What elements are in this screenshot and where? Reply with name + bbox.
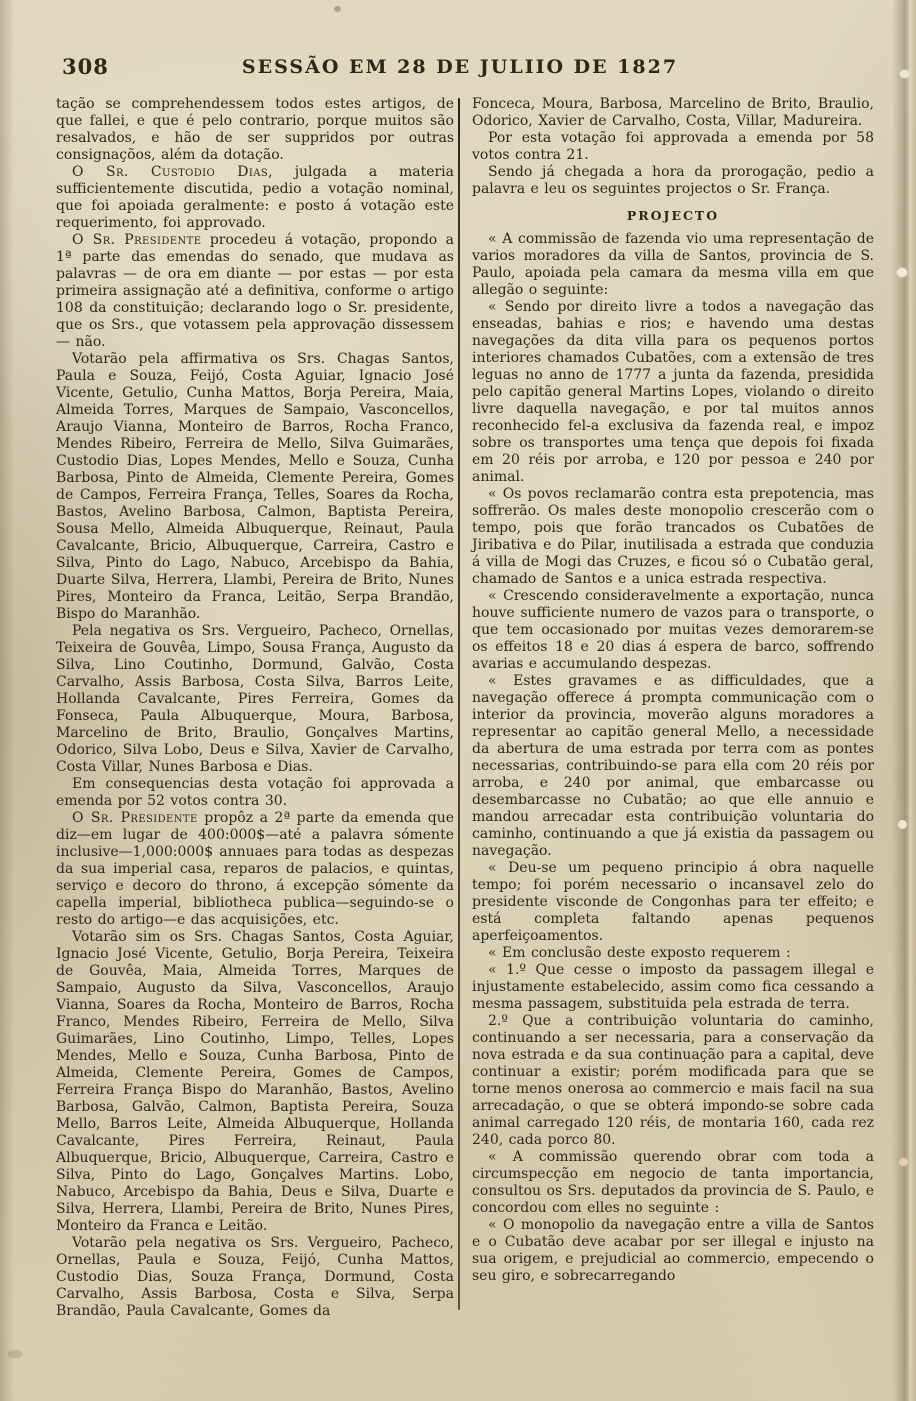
section-heading [472, 207, 874, 224]
paragraph [472, 130, 874, 164]
paragraph-text: « 1.º Que cesse o imposto da passagem illegal e injustamente estabelecido, assim como fica cessando a mesma passagem, substituida pela estrada de terra. [472, 962, 874, 1012]
right-column [472, 96, 874, 1285]
paragraph-text: « Deu-se um pequeno principio á obra naquelle tempo; foi porém necessario o incansavel zelo do presidente visconde de Congonhas para ter effeito; e está completa faltando apenas pequenos aperfeiçoamentos. [472, 860, 874, 944]
paragraph-text: PROJECTO [626, 208, 720, 223]
page-header [0, 52, 916, 86]
paragraph-text: Votarão sim os Srs. Chagas Santos, Costa Aguiar, Ignacio José Vicente, Getulio, Borja Pereira, Teixeira de Gouvêa, Maia, Almeida Torres, Marques de Sampaio, Augusto da Silva, Vasconcellos, Araujo Vianna, Soares da Rocha, Monteiro de Barros, Rocha Franco, Mendes Ribeiro, Ferreira de Mello, Silva Guimarães, Lino Coutinho, Limpo, Telles, Lopes Mendes, Mello e Souza, Cunha Barbosa, Pinto de Almeida, Clemente Pereira, Gomes de Campos, Ferreira França Bispo do Maranhão, Bastos, Avelino Barbosa, Galvão, Calmon, Baptista Pereira, Souza Mello, Barros Leite, Almeida Albuquerque, Hollanda Cavalcante, Pires Ferreira, Reinaut, Paula Albuquerque, Bricio, Albuquerque, Carreira, Castro e Silva, Pinto do Lago, Gonçalves Martins. Lobo, Nabuco, Arcebispo da Bahia, Deus e Silva, Duarte e Silva, Herrera, Llambi, Pereira de Brito, Nunes Pires, Monteiro da Franca e Leitão. [56, 929, 454, 1234]
left-column [56, 96, 454, 1320]
paragraph [56, 164, 454, 232]
paragraph-text: Em consequencias desta votação foi approvada a emenda por 52 votos contra 30. [56, 776, 454, 809]
paragraph-text: « O monopolio da navegação entre a villa de Santos e o Cubatão deve acabar por ser illegal e injusto na sua origem, e prejudicial ao commercio, empecendo o seu giro, e sobrecarregando [472, 1217, 874, 1284]
paragraph [472, 1217, 874, 1285]
paragraph [56, 351, 454, 623]
paper-speck [898, 820, 907, 829]
paragraph-text: julgada a materia sufficientemente discutida, pedio a votação nominal, que foi apoiada geralmente: e posto á votação este requerimento, foi approvado. [56, 164, 455, 231]
paragraph-text: « A commissão querendo obrar com toda a circumspecção em negocio de tanta importancia, consultou os Srs. deputados da provincia de S. Paulo, e concordou com elles no seguinte : [472, 1149, 874, 1216]
paragraph [472, 945, 874, 962]
paragraph [472, 962, 874, 1013]
paper-speck [899, 1158, 908, 1166]
paper-speck [897, 268, 907, 277]
paragraph [56, 623, 454, 776]
paragraph-text: propôz a 2ª parte da emenda que diz—em lugar de 400:000$—até a palavra sómente inclusive—1,000:000$ annuaes para todas as despezas da sua imperial casa, reparos de palacios, e quintas, serviço e decoro do throno, á excepção sómente da capella imperial, bibliotheca publica—seguindo-se o resto do artigo—e das acquisições, etc. [56, 810, 455, 928]
paragraph [472, 673, 874, 860]
paper-speck [334, 6, 341, 12]
speaker-name: O Sr. Custodio Dias, [72, 164, 273, 180]
paper-speck [900, 70, 909, 78]
paragraph-text: Sendo já chegada a hora da prorogação, pedio a palavra e leu os seguintes projectos o Sr. França. [472, 164, 874, 197]
paragraph [56, 232, 454, 351]
page-right-edge-shadow [892, 0, 910, 1401]
paragraph-text: Pela negativa os Srs. Vergueiro, Pacheco, Ornellas, Teixeira de Gouvêa, Limpo, Sousa França, Augusto da Silva, Lino Coutinho, Dormund, Galvão, Costa Carvalho, Assis Barbosa, Costa Silva, Barros Leite, Hollanda Cavalcante, Pires Ferreira, Gomes da Fonseca, Paula Albuquerque, Moura, Barbosa, Marcelino de Brito, Braulio, Gonçalves Martins, Odorico, Silva Lobo, Deus e Silva, Xavier de Carvalho, Costa Villar, Nunes Barbosa e Dias. [56, 623, 454, 775]
page-number: 308 [62, 54, 109, 79]
paragraph-text: procedeu á votação, propondo a 1ª parte das emendas do senado, que mudava as palavras — de ora em diante — por estas — por esta primeira assignação até a definitiva, conforme o artigo 108 da constituição; declarando logo o Sr. presidente, que os Srs., que votassem pela approvação dissessem — não. [56, 232, 454, 350]
speaker-name: O Sr. Presidente [72, 232, 202, 248]
speaker-name: O Sr. Presidente [72, 810, 198, 826]
paragraph [472, 860, 874, 945]
page-right-edge [909, 0, 916, 1401]
paragraph [472, 588, 874, 673]
paragraph [472, 1149, 874, 1217]
paragraph-text: Por esta votação foi approvada a emenda por 58 votos contra 21. [472, 130, 874, 163]
paragraph [56, 1235, 454, 1320]
paragraph [472, 164, 874, 198]
paragraph [472, 299, 874, 486]
column-divider-rule [458, 98, 460, 1310]
paragraph-text: « A commissão de fazenda vio uma representação de varios moradores da villa de Santos, provincia de S. Paulo, apoiada pela camara da mesma villa em que allegão o seguinte: [472, 231, 874, 298]
paragraph-text: 2.º Que a contribuição voluntaria do caminho, continuando a ser necessaria, para a conservação da nova estrada e da sua continuação para a capital, deve continuar a existir; porém modificada para que se torne menos onerosa ao commercio e mais facil na sua arrecadação, o que se obterá impondo-se sobre cada animal carregado 120 réis, de montaria 160, cada rez 240, cada porco 80. [472, 1013, 874, 1148]
paragraph-text: Fonceca, Moura, Barbosa, Marcelino de Brito, Braulio, Odorico, Xavier de Carvalho, Costa, Villar, Madureira. [472, 96, 874, 129]
paragraph-text: « Estes gravames e as difficuldades, que a navegação offerece á prompta communicação com o interior da provincia, moverão alguns moradores a representar ao capitão general Mello, a necessidade da abertura de uma estrada por terra com as pontes necessarias, contribuindo-se para ella com 20 réis por arroba, e 240 por animal, que embarcasse ou desembarcasse no Cubatão; ao que elle annuio e mandou arrecadar esta contribuição voluntaria do caminho, continuando a que já existia da passagem ou navegação. [472, 673, 874, 859]
paragraph-text: « Os povos reclamarão contra esta prepotencia, mas soffrerão. Os males deste monopolio crescerão com o tempo, pois que forão trancados os Cubatões de Jiribativa e do Pilar, inutilisada a estrada que conduzia á villa de Mogi das Cruzes, e ficou só o Cubatão geral, chamado de Santos e a unica estrada respectiva. [472, 486, 874, 587]
paper-smudge [8, 1350, 22, 1358]
paragraph [56, 96, 454, 164]
paragraph-text: « Crescendo consideravelmente a exportação, nunca houve sufficiente numero de vazos para o transporte, o que tem occasionado por muitas vezes demorarem-se os effeitos 18 e 20 dias á espera de barco, soffrendo avarias e accumulando despezas. [472, 588, 874, 672]
paragraph-text: « Em conclusão deste exposto requerem : [488, 945, 791, 961]
session-title: SESSÃO EM 28 DE JULIIO DE 1827 [241, 56, 679, 78]
paragraph [56, 776, 454, 810]
paragraph [472, 1013, 874, 1149]
paragraph [472, 96, 874, 130]
paragraph [56, 929, 454, 1235]
paragraph-text: tação se comprehendessem todos estes artigos, de que fallei, e que é pelo contrario, porque muitos são resalvados, e hão de ser suppridos por outras consignaçõos, além da dotação. [56, 96, 454, 163]
paragraph [472, 486, 874, 588]
paragraph [56, 810, 454, 929]
paragraph-text: Votarão pela affirmativa os Srs. Chagas Santos, Paula e Souza, Feijó, Costa Aguiar, Ignacio José Vicente, Getulio, Cunha Mattos, Borja Pereira, Maia, Almeida Torres, Marques de Sampaio, Vasconcellos, Araujo Vianna, Monteiro de Barros, Rocha Franco, Mendes Ribeiro, Ferreira de Mello, Silva Guimarães, Custodio Dias, Lopes Mendes, Mello e Souza, Cunha Barbosa, Pinto de Almeida, Clemente Pereira, Gomes de Campos, Ferreira França, Telles, Soares da Rocha, Bastos, Avelino Barbosa, Calmon, Baptista Pereira, Sousa Mello, Almeida Albuquerque, Reinaut, Paula Cavalcante, Bricio, Albuquerque, Carreira, Castro e Silva, Pinto do Lago, Nabuco, Arcebispo da Bahia, Duarte Silva, Herrera, Llambi, Pereira de Brito, Nunes Pires, Monteiro da Franca, Leitão, Serpa Brandão, Bispo do Maranhão. [56, 351, 454, 622]
paragraph-text: Votarão pela negativa os Srs. Vergueiro, Pacheco, Ornellas, Paula e Souza, Feijó, Cunha Mattos, Custodio Dias, Souza França, Dormund, Costa Carvalho, Assis Barbosa, Costa e Silva, Serpa Brandão, Paula Cavalcante, Gomes da [56, 1235, 454, 1319]
paragraph [472, 231, 874, 299]
paragraph-text: « Sendo por direito livre a todos a navegação das enseadas, bahias e rios; e havendo uma destas navegações da dita villa para os pequenos portos interiores chamados Cubatões, com a extensão de tres leguas no anno de 1777 a junta da fazenda, presidida pelo capitão general Martins Lopes, violando o direito livre daquella navegação, e por tal muitos annos reconhecido fel-a exclusiva da fazenda real, e impoz sobre os transportes uma tença que depois foi fixada em 20 réis por arroba, e 120 por pessoa e 240 por animal. [472, 299, 874, 485]
page-left-edge-shadow [0, 0, 14, 1401]
